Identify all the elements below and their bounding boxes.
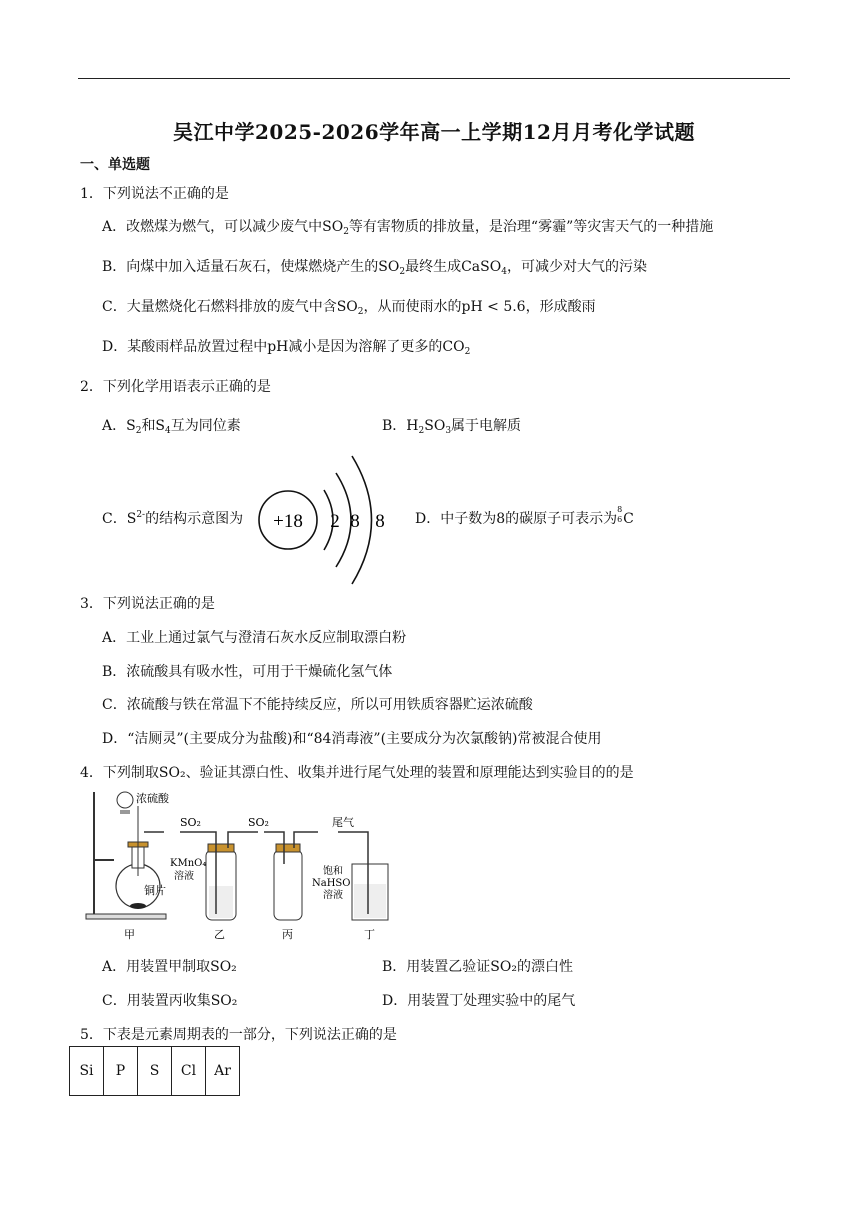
label-saturated: 饱和 [323,866,343,877]
label-ding: 丁 [364,928,375,941]
element-cell: Si [70,1047,104,1096]
funnel-valve [120,810,130,814]
section-heading: 一、单选题 [80,157,150,173]
label-tail: 尾气 [332,816,354,829]
stopper-yi [208,844,234,852]
page-title: 吴江中学2025-2026学年高一上学期12月月考化学试题 [173,120,695,144]
q3-option-b: B．浓硫酸具有吸水性，可用于干燥硫化氢气体 [102,664,393,680]
q3-stem: 3．下列说法正确的是 [80,596,215,612]
apparatus-diagram [78,786,398,946]
q4-option-b: B．用装置乙验证SO₂的漂白性 [382,959,573,975]
label-so2-2: SO₂ [248,816,269,829]
q3-option-a: A．工业上通过氯气与澄清石灰水反应制取漂白粉 [102,630,407,646]
label-copper: 铜片 [144,884,166,897]
label-kmno4: KMnO₄ [170,858,207,869]
label-bing: 丙 [282,928,293,941]
q5-stem: 5．下表是元素周期表的一部分，下列说法正确的是 [80,1027,397,1043]
copper-chips [130,903,146,909]
label-acid: 浓硫酸 [136,792,169,805]
q4-option-d: D．用装置丁处理实验中的尾气 [382,993,576,1009]
header-rule [78,78,790,79]
stopper-bing [276,844,300,852]
q2-stem: 2．下列化学用语表示正确的是 [80,379,271,395]
q2-option-a: A．$S_2$和$S_4$互为同位素 [102,418,241,436]
q3-option-c: C．浓硫酸与铁在常温下不能持续反应，所以可用铁质容器贮运浓硫酸 [102,697,533,713]
element-cell: Ar [206,1047,240,1096]
nucleus-charge: +18 [273,511,303,532]
q1-option-b: B．向煤中加入适量石灰石，使煤燃烧产生的$SO_2$最终生成CaSO$_4$，可减少对大气的污染 [102,259,647,277]
collector-bing [274,850,302,920]
q1-option-d: D．某酸雨样品放置过程中pH减小是因为溶解了更多的$CO_2$ [102,339,471,357]
q3-option-d: D．“洁厕灵”(主要成分为盐酸)和“84消毒液”(主要成分为次氯酸钠)常被混合使用 [102,731,602,747]
label-kmno4-solution: 溶液 [174,871,194,882]
label-yi: 乙 [214,928,225,941]
label-nahso: NaHSO [312,878,351,889]
q4-option-a: A．用装置甲制取SO₂ [102,959,237,975]
element-cell: S [138,1047,172,1096]
element-cell: Cl [172,1047,206,1096]
funnel-bulb [117,792,133,808]
q1-option-c: C．大量燃烧化石燃料排放的废气中含$SO_2$，从而使雨水的pH < 5.6，形成酸雨 [102,299,596,317]
q4-option-c: C．用装置丙收集SO₂ [102,993,238,1009]
label-solution: 溶液 [323,890,343,901]
isotope-notation: 8 6 [617,505,623,524]
label-so2-1: SO₂ [180,816,201,829]
nahso3-liquid [354,884,386,918]
shell-3-count: 8 [375,511,385,532]
q1-option-a: A．改燃煤为燃气，可以减少废气中$SO_2$等有害物质的排放量，是治理“雾霾”等灾害天气的一种措施 [102,219,714,237]
q2-option-c: C．$S^{2-}$的结构示意图为 [102,510,244,527]
periodic-table-fragment [69,1046,240,1096]
shell-2-count: 8 [350,511,360,532]
element-cell: P [104,1047,138,1096]
q2-option-b: B．$H_2SO_3$属于电解质 [382,418,522,436]
sulfide-ion-structure-diagram [256,448,396,588]
q1-stem: 1．下列说法不正确的是 [80,186,229,202]
q4-stem: 4．下列制取SO₂、验证其漂白性、收集并进行尾气处理的装置和原理能达到实验目的的是 [80,765,634,781]
stand-base [86,914,166,919]
q2-option-d: D．中子数为8的碳原子可表示为 8 6 C [415,505,634,527]
shell-1-count: 2 [330,511,340,532]
kmno4-liquid [209,886,233,918]
label-jia: 甲 [124,928,135,941]
